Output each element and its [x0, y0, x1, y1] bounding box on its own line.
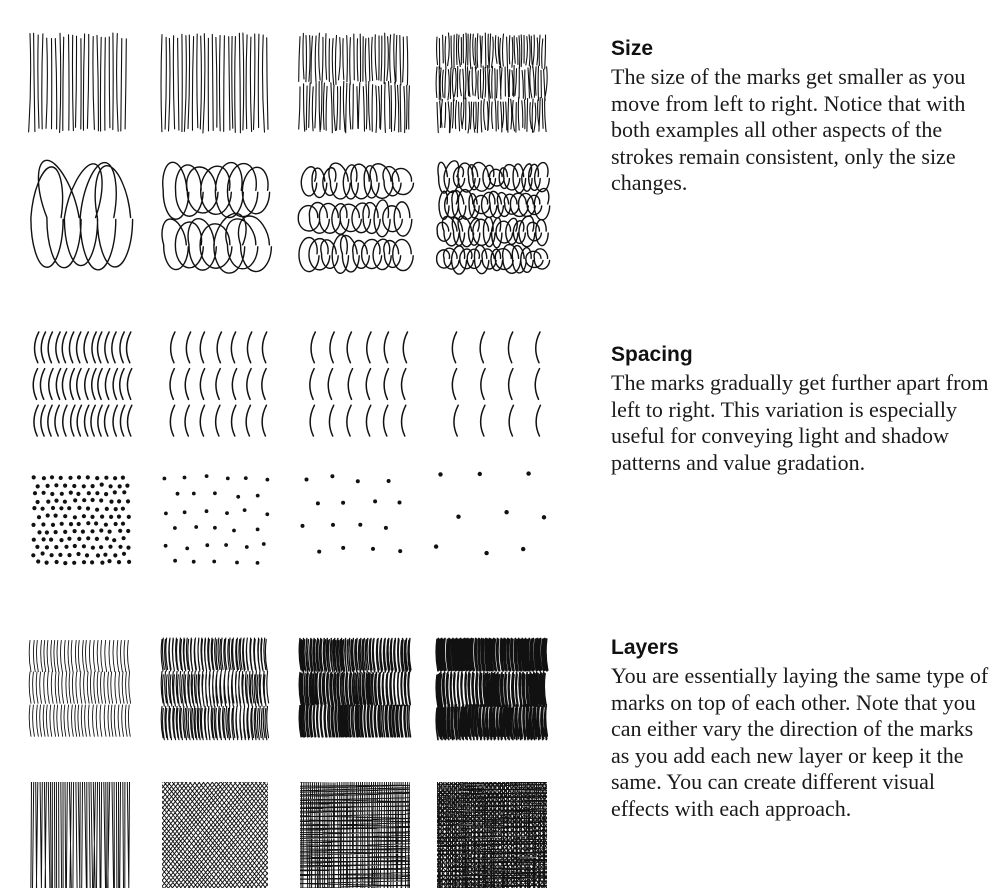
- dot-mark: [67, 537, 71, 541]
- dot-mark: [256, 561, 260, 565]
- dot-mark: [54, 545, 58, 549]
- dot-mark: [194, 525, 198, 529]
- dot-mark: [59, 476, 63, 480]
- dot-mark: [373, 499, 377, 503]
- size-loops-sample-1: [31, 160, 133, 269]
- dot-mark: [236, 495, 240, 499]
- dot-mark: [484, 551, 488, 555]
- size-section: [611, 36, 991, 197]
- layers-hatching-sample-3: [299, 638, 411, 737]
- dot-mark: [60, 492, 64, 496]
- dot-mark: [118, 484, 122, 488]
- dot-mark: [91, 484, 95, 488]
- dot-mark: [232, 529, 236, 533]
- dot-mark: [126, 529, 130, 533]
- layers-description: You are essentially laying the same type of marks on top of each other. Note that you can either vary the direction of the marks as you add each new layer or keep it the same. You can create different visual effects with each approach.: [611, 663, 989, 821]
- dot-mark: [127, 515, 131, 519]
- dot-mark: [45, 545, 49, 549]
- dot-mark: [32, 506, 36, 510]
- dot-mark: [113, 490, 117, 494]
- dot-mark: [95, 508, 99, 512]
- dot-mark: [63, 500, 67, 504]
- dot-mark: [91, 546, 95, 550]
- dot-mark: [69, 491, 73, 495]
- dot-mark: [41, 551, 45, 555]
- layers-hatching-sample-1: [29, 640, 130, 736]
- size-lines-sample-4: [436, 33, 547, 133]
- dot-mark: [164, 512, 168, 516]
- dot-mark: [82, 544, 86, 548]
- spacing-curves-sample-2: [170, 332, 267, 436]
- dot-mark: [77, 506, 81, 510]
- dot-mark: [192, 560, 196, 564]
- size-lines-sample-1: [29, 33, 127, 132]
- spacing-dots-sample-3: [301, 474, 403, 553]
- dot-mark: [478, 472, 482, 476]
- dot-mark: [108, 530, 112, 534]
- dot-mark: [77, 522, 81, 526]
- dot-mark: [32, 538, 36, 542]
- dot-mark: [36, 484, 40, 488]
- size-loops-sample-4: [437, 161, 550, 274]
- dot-mark: [76, 492, 80, 496]
- dot-mark: [95, 476, 99, 480]
- layers-crosshatch-sample-1: [0, 782, 130, 888]
- dot-mark: [387, 479, 391, 483]
- dot-mark: [81, 530, 85, 534]
- dot-mark: [113, 553, 117, 557]
- dot-mark: [266, 478, 270, 482]
- dot-mark: [398, 501, 402, 505]
- dot-mark: [117, 560, 121, 564]
- dot-mark: [103, 553, 107, 557]
- dot-mark: [36, 559, 40, 563]
- layers-heading: Layers: [611, 636, 679, 659]
- dot-mark: [213, 491, 217, 495]
- dot-mark: [117, 499, 121, 503]
- dot-mark: [36, 500, 40, 504]
- dot-mark: [104, 492, 108, 496]
- layers-hatching-sample-2: [161, 638, 268, 740]
- dot-mark: [42, 476, 46, 480]
- dot-mark: [91, 498, 95, 502]
- dot-mark: [183, 510, 187, 514]
- dot-mark: [317, 550, 321, 554]
- dot-mark: [31, 523, 35, 527]
- dot-mark: [63, 530, 67, 534]
- dot-mark: [86, 506, 90, 510]
- dot-mark: [82, 484, 86, 488]
- dot-mark: [305, 478, 309, 482]
- layers-crosshatch-sample-3: [245, 781, 410, 888]
- dot-mark: [77, 537, 81, 541]
- size-description: The size of the marks get smaller as you move from left to right. Notice that with both examples all other aspects of the strokes remain consistent, only the size changes.: [611, 64, 966, 196]
- dot-mark: [94, 521, 98, 525]
- dot-mark: [100, 515, 104, 519]
- dot-mark: [301, 524, 305, 528]
- dot-mark: [358, 523, 362, 527]
- dot-mark: [42, 491, 46, 495]
- dot-mark: [73, 515, 77, 519]
- dot-mark: [125, 484, 129, 488]
- dot-mark: [95, 537, 99, 541]
- dot-mark: [72, 484, 76, 488]
- dot-mark: [121, 476, 125, 480]
- dot-mark: [51, 506, 55, 510]
- dot-mark: [235, 561, 239, 565]
- dot-mark: [69, 522, 73, 526]
- dot-mark: [438, 472, 442, 476]
- dot-mark: [76, 552, 80, 556]
- dot-mark: [42, 537, 46, 541]
- dot-mark: [126, 546, 130, 550]
- dot-mark: [86, 536, 90, 540]
- dot-mark: [504, 510, 508, 514]
- dot-mark: [82, 498, 86, 502]
- spacing-heading: Spacing: [611, 343, 693, 366]
- dot-mark: [398, 549, 402, 553]
- dot-mark: [121, 507, 125, 511]
- dot-mark: [86, 521, 90, 525]
- dot-mark: [112, 538, 116, 542]
- dot-mark: [68, 476, 72, 480]
- dot-mark: [265, 512, 269, 516]
- dot-mark: [316, 501, 320, 505]
- dot-mark: [99, 498, 103, 502]
- dot-mark: [183, 476, 187, 480]
- dot-mark: [113, 476, 117, 480]
- dot-mark: [105, 507, 109, 511]
- dot-mark: [59, 538, 63, 542]
- dot-mark: [176, 492, 180, 496]
- dot-mark: [63, 514, 67, 518]
- dot-mark: [225, 511, 229, 515]
- dot-mark: [356, 479, 360, 483]
- size-loops-sample-3: [298, 163, 413, 273]
- dot-mark: [341, 546, 345, 550]
- dot-mark: [121, 522, 125, 526]
- dot-mark: [82, 560, 86, 564]
- dot-mark: [35, 545, 39, 549]
- dot-mark: [90, 529, 94, 533]
- dot-mark: [37, 515, 41, 519]
- dot-mark: [205, 474, 209, 478]
- dot-mark: [117, 515, 121, 519]
- dot-mark: [72, 561, 76, 565]
- dot-mark: [87, 491, 91, 495]
- dot-mark: [122, 536, 126, 540]
- dot-mark: [542, 515, 546, 519]
- dot-mark: [54, 483, 58, 487]
- dot-mark: [59, 506, 63, 510]
- dot-mark: [109, 484, 113, 488]
- dot-mark: [90, 515, 94, 519]
- dot-mark: [63, 484, 67, 488]
- dot-mark: [122, 490, 126, 494]
- dot-mark: [126, 499, 130, 503]
- dot-mark: [90, 560, 94, 564]
- dot-mark: [95, 491, 99, 495]
- dot-mark: [86, 475, 90, 479]
- spacing-curves-sample-4: [452, 332, 540, 436]
- dot-mark: [46, 484, 50, 488]
- dot-mark: [243, 508, 247, 512]
- dot-mark: [213, 526, 217, 530]
- dot-mark: [104, 476, 108, 480]
- dot-mark: [163, 477, 167, 481]
- dot-mark: [456, 515, 460, 519]
- dot-mark: [341, 501, 345, 505]
- dot-mark: [51, 523, 55, 527]
- dot-mark: [85, 553, 89, 557]
- dot-mark: [45, 530, 49, 534]
- dot-mark: [37, 530, 41, 534]
- dot-mark: [31, 553, 35, 557]
- dot-mark: [60, 522, 64, 526]
- dot-mark: [104, 523, 108, 527]
- dot-mark: [55, 560, 59, 564]
- dot-mark: [109, 515, 113, 519]
- dot-mark: [118, 545, 122, 549]
- spacing-description: The marks gradually get further apart from left to right. This variation is especially useful for conveying light and shadow patterns and value gradation.: [611, 370, 989, 475]
- dot-mark: [32, 475, 36, 479]
- dot-mark: [73, 498, 77, 502]
- dot-mark: [114, 522, 118, 526]
- dot-mark: [192, 492, 196, 496]
- dot-mark: [108, 545, 112, 549]
- dot-mark: [33, 491, 37, 495]
- dot-mark: [77, 475, 81, 479]
- spacing-section: [611, 342, 991, 476]
- dot-mark: [46, 513, 50, 517]
- dot-mark: [41, 507, 45, 511]
- dot-mark: [46, 500, 50, 504]
- dot-mark: [54, 499, 58, 503]
- dot-mark: [67, 553, 71, 557]
- dot-mark: [244, 476, 248, 480]
- size-lines-sample-3: [299, 33, 410, 133]
- layers-hatching-sample-4: [436, 639, 548, 740]
- dot-mark: [100, 483, 104, 487]
- dot-mark: [58, 553, 62, 557]
- dot-mark: [54, 514, 58, 518]
- dot-mark: [49, 538, 53, 542]
- dot-mark: [99, 528, 103, 532]
- dot-mark: [205, 543, 209, 547]
- dot-mark: [73, 529, 77, 533]
- dot-mark: [245, 545, 249, 549]
- dot-mark: [50, 492, 54, 496]
- dot-mark: [64, 545, 68, 549]
- dot-mark: [212, 560, 216, 564]
- dot-mark: [173, 526, 177, 530]
- dot-mark: [173, 559, 177, 563]
- dot-mark: [384, 526, 388, 530]
- dot-mark: [330, 474, 334, 478]
- dot-mark: [118, 529, 122, 533]
- dot-mark: [256, 494, 260, 498]
- dot-mark: [114, 507, 118, 511]
- dot-mark: [82, 514, 86, 518]
- spacing-dots-sample-2: [163, 474, 270, 565]
- dot-mark: [434, 544, 438, 548]
- dot-mark: [226, 477, 230, 481]
- spacing-dots-sample-4: [434, 471, 546, 555]
- dot-mark: [50, 475, 54, 479]
- size-heading: Size: [611, 37, 654, 60]
- dot-mark: [109, 500, 113, 504]
- dot-mark: [99, 545, 103, 549]
- dot-mark: [105, 536, 109, 540]
- dot-mark: [205, 509, 209, 513]
- dot-mark: [164, 544, 168, 548]
- dot-mark: [185, 547, 189, 551]
- dot-mark: [262, 542, 266, 546]
- dot-mark: [96, 553, 100, 557]
- dot-mark: [371, 547, 375, 551]
- dot-mark: [521, 547, 525, 551]
- spacing-curves-sample-1: [33, 332, 132, 436]
- dot-mark: [100, 561, 104, 565]
- dot-mark: [256, 528, 260, 532]
- size-loops-sample-2: [162, 162, 271, 273]
- dot-mark: [73, 544, 77, 548]
- dot-mark: [45, 561, 49, 565]
- size-lines-sample-2: [161, 33, 268, 133]
- dot-mark: [122, 552, 126, 556]
- dot-mark: [107, 559, 111, 563]
- spacing-curves-sample-3: [310, 332, 408, 436]
- dot-mark: [127, 560, 131, 564]
- dot-mark: [67, 506, 71, 510]
- dot-mark: [526, 471, 530, 475]
- dot-mark: [54, 530, 58, 534]
- spacing-dots-sample-1: [31, 475, 131, 565]
- dot-mark: [331, 523, 335, 527]
- dot-mark: [50, 553, 54, 557]
- dot-mark: [41, 522, 45, 526]
- dot-mark: [63, 561, 67, 565]
- dot-mark: [224, 543, 228, 547]
- layers-section: [611, 635, 991, 823]
